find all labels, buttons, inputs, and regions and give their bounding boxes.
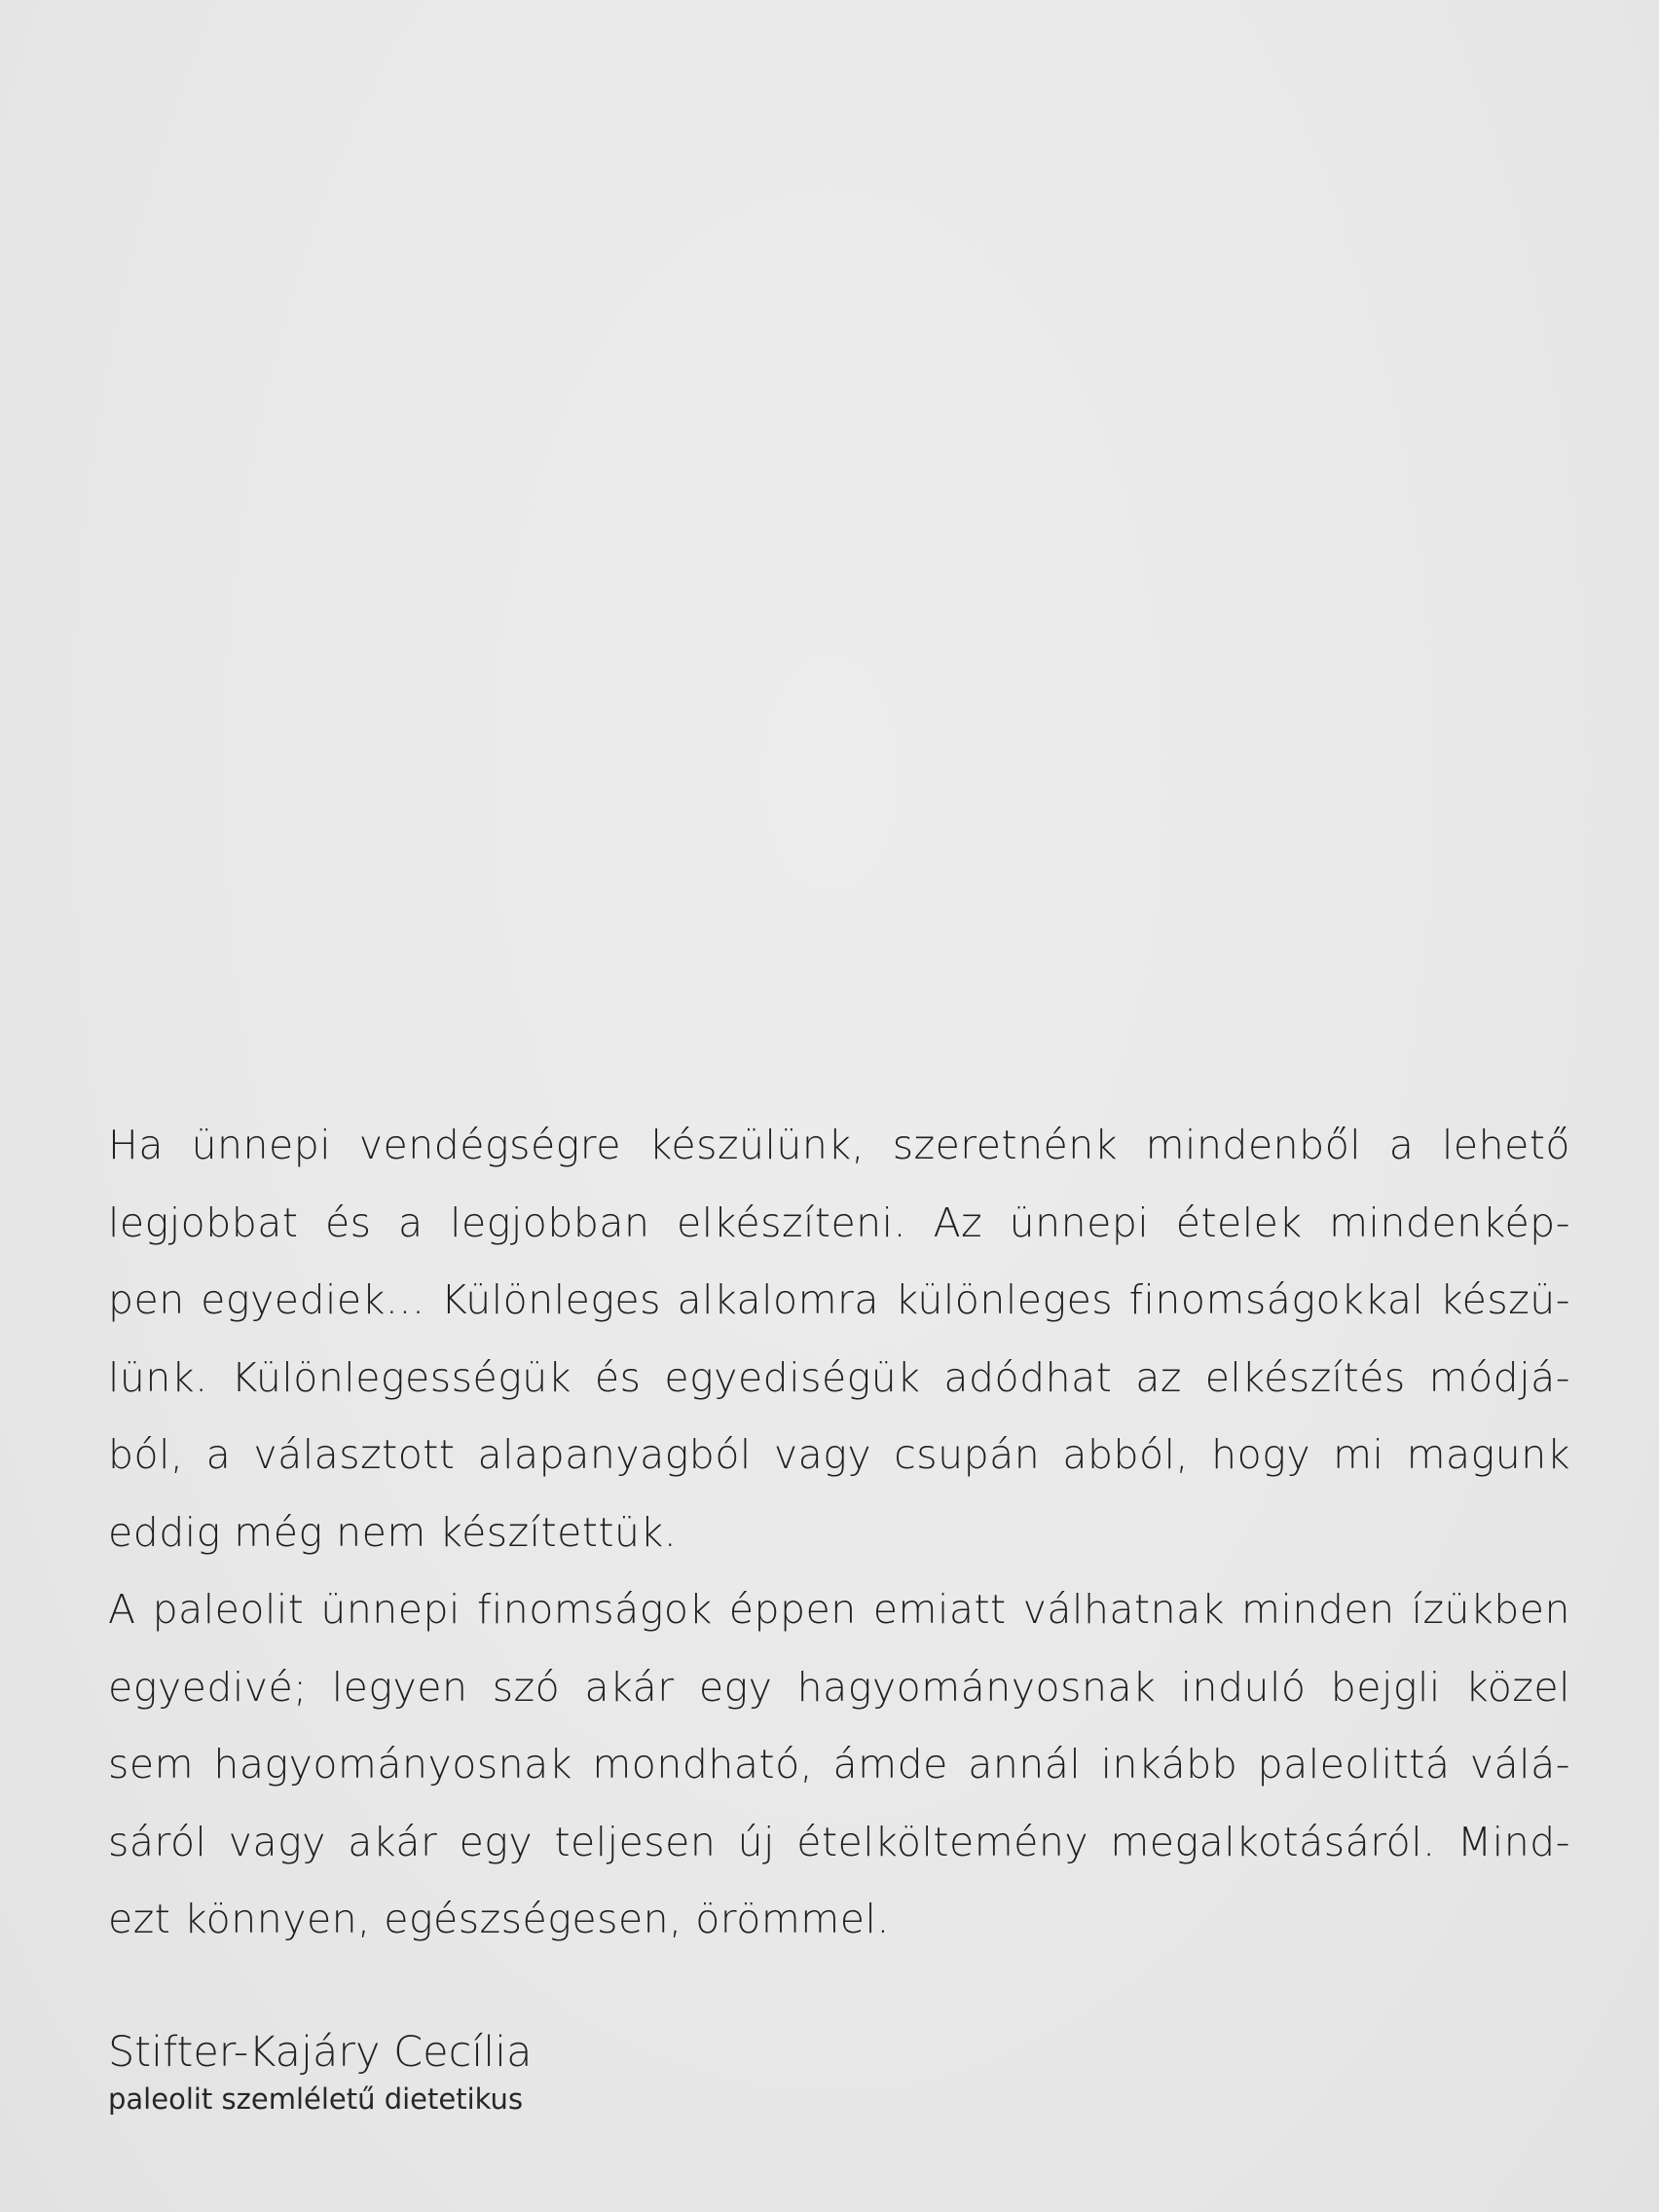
text-line: legjobbat és a legjobban elkészíteni. Az ünnepi ételek mindenkép- xyxy=(108,1198,1570,1246)
body-text xyxy=(108,1107,1570,1959)
text-line: Ha ünnepi vendégségre készülünk, szeretnénk mindenből a lehető xyxy=(108,1122,1570,1168)
text-line: A paleolit ünnepi finomságok éppen emiatt válhatnak minden ízükben xyxy=(108,1586,1570,1633)
signature xyxy=(108,2025,532,2119)
author-name: Stifter-Kajáry Cecília xyxy=(108,2028,533,2077)
text-line: ból, a választott alapanyagból vagy csupán abból, hogy mi magunk xyxy=(108,1431,1570,1478)
text-line: eddig még nem készítettük. xyxy=(108,1508,678,1556)
text-line: sem hagyományosnak mondható, ámde annál inkább paleolittá válá- xyxy=(108,1741,1570,1788)
author-role: paleolit szemléletű dietetikus xyxy=(108,2083,524,2116)
text-line: pen egyediek... Különleges alkalomra különleges finomságokkal készü- xyxy=(108,1276,1570,1323)
text-line: lünk. Különlegességük és egyediségük adódhat az elkészítés módjá- xyxy=(108,1353,1570,1401)
text-line: sáról vagy akár egy teljesen új ételköltemény megalkotásáról. Mind- xyxy=(108,1818,1570,1865)
text-line: egyedivé; legyen szó akár egy hagyományosnak induló bejgli közel xyxy=(108,1663,1570,1711)
text-line: ezt könnyen, egészségesen, örömmel. xyxy=(108,1896,890,1942)
